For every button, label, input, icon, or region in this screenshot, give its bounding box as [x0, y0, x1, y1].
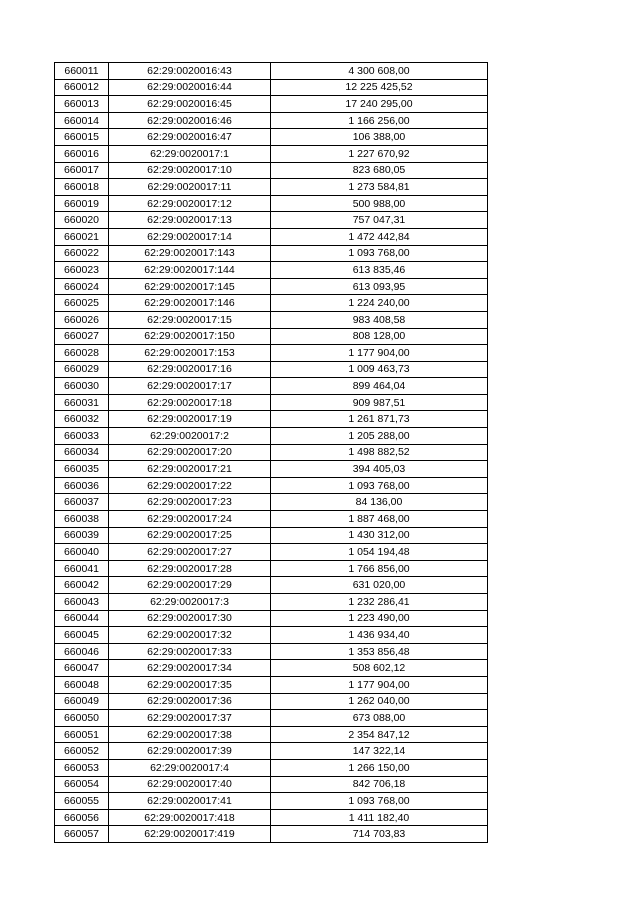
table-row	[55, 676, 488, 693]
row-number-cell: 660057	[55, 826, 109, 843]
cadastral-number-cell: 62:29:0020017:14	[109, 228, 271, 245]
cadastral-number-cell: 62:29:0020017:145	[109, 278, 271, 295]
table-row	[55, 660, 488, 677]
cadastral-value-cell: 1 498 882,52	[271, 444, 488, 461]
cadastral-value-table	[54, 62, 488, 843]
cadastral-number-cell: 62:29:0020017:25	[109, 527, 271, 544]
table-row	[55, 511, 488, 528]
table-row	[55, 594, 488, 611]
row-number-cell: 660035	[55, 461, 109, 478]
table-row	[55, 577, 488, 594]
row-number-cell: 660030	[55, 378, 109, 395]
table-row	[55, 278, 488, 295]
cadastral-value-cell: 1 224 240,00	[271, 295, 488, 312]
row-number-cell: 660020	[55, 212, 109, 229]
cadastral-value-cell: 1 054 194,48	[271, 544, 488, 561]
cadastral-number-cell: 62:29:0020017:34	[109, 660, 271, 677]
cadastral-value-cell: 1 430 312,00	[271, 527, 488, 544]
cadastral-value-cell: 4 300 608,00	[271, 63, 488, 80]
cadastral-value-cell: 714 703,83	[271, 826, 488, 843]
row-number-cell: 660056	[55, 809, 109, 826]
cadastral-value-cell: 1 232 286,41	[271, 594, 488, 611]
cadastral-number-cell: 62:29:0020016:43	[109, 63, 271, 80]
row-number-cell: 660025	[55, 295, 109, 312]
cadastral-value-cell: 1 009 463,73	[271, 361, 488, 378]
cadastral-value-cell: 1 093 768,00	[271, 477, 488, 494]
cadastral-number-cell: 62:29:0020017:38	[109, 726, 271, 743]
cadastral-value-cell: 1 177 904,00	[271, 345, 488, 362]
cadastral-number-cell: 62:29:0020017:35	[109, 676, 271, 693]
table-row	[55, 345, 488, 362]
row-number-cell: 660017	[55, 162, 109, 179]
cadastral-value-cell: 823 680,05	[271, 162, 488, 179]
cadastral-value-cell: 1 887 468,00	[271, 511, 488, 528]
row-number-cell: 660031	[55, 394, 109, 411]
row-number-cell: 660036	[55, 477, 109, 494]
row-number-cell: 660037	[55, 494, 109, 511]
cadastral-value-cell: 1 273 584,81	[271, 179, 488, 196]
row-number-cell: 660050	[55, 710, 109, 727]
table-row	[55, 112, 488, 129]
cadastral-number-cell: 62:29:0020017:21	[109, 461, 271, 478]
table-row	[55, 262, 488, 279]
cadastral-value-cell: 1 227 670,92	[271, 145, 488, 162]
cadastral-number-cell: 62:29:0020017:20	[109, 444, 271, 461]
cadastral-value-cell: 1 093 768,00	[271, 793, 488, 810]
table-row	[55, 129, 488, 146]
row-number-cell: 660033	[55, 428, 109, 445]
row-number-cell: 660012	[55, 79, 109, 96]
cadastral-value-cell: 842 706,18	[271, 776, 488, 793]
cadastral-number-cell: 62:29:0020017:418	[109, 809, 271, 826]
cadastral-number-cell: 62:29:0020017:41	[109, 793, 271, 810]
table-row	[55, 444, 488, 461]
cadastral-number-cell: 62:29:0020017:24	[109, 511, 271, 528]
cadastral-value-cell: 899 464,04	[271, 378, 488, 395]
cadastral-value-cell: 1 262 040,00	[271, 693, 488, 710]
row-number-cell: 660041	[55, 560, 109, 577]
cadastral-number-cell: 62:29:0020017:22	[109, 477, 271, 494]
cadastral-number-cell: 62:29:0020017:23	[109, 494, 271, 511]
cadastral-number-cell: 62:29:0020017:32	[109, 627, 271, 644]
cadastral-value-cell: 2 354 847,12	[271, 726, 488, 743]
table-row	[55, 627, 488, 644]
row-number-cell: 660026	[55, 311, 109, 328]
row-number-cell: 660053	[55, 759, 109, 776]
table-row	[55, 809, 488, 826]
cadastral-number-cell: 62:29:0020017:153	[109, 345, 271, 362]
table-row	[55, 79, 488, 96]
cadastral-number-cell: 62:29:0020017:11	[109, 179, 271, 196]
row-number-cell: 660046	[55, 643, 109, 660]
cadastral-value-cell: 1 353 856,48	[271, 643, 488, 660]
cadastral-number-cell: 62:29:0020017:27	[109, 544, 271, 561]
cadastral-value-cell: 1 166 256,00	[271, 112, 488, 129]
row-number-cell: 660022	[55, 245, 109, 262]
row-number-cell: 660014	[55, 112, 109, 129]
table-row	[55, 212, 488, 229]
cadastral-value-cell: 1 266 150,00	[271, 759, 488, 776]
cadastral-number-cell: 62:29:0020017:30	[109, 610, 271, 627]
row-number-cell: 660045	[55, 627, 109, 644]
cadastral-value-cell: 147 322,14	[271, 743, 488, 760]
cadastral-number-cell: 62:29:0020017:144	[109, 262, 271, 279]
row-number-cell: 660013	[55, 96, 109, 113]
cadastral-number-cell: 62:29:0020017:40	[109, 776, 271, 793]
cadastral-value-cell: 1 177 904,00	[271, 676, 488, 693]
row-number-cell: 660011	[55, 63, 109, 80]
row-number-cell: 660042	[55, 577, 109, 594]
cadastral-number-cell: 62:29:0020017:4	[109, 759, 271, 776]
cadastral-value-cell: 808 128,00	[271, 328, 488, 345]
table-row	[55, 295, 488, 312]
row-number-cell: 660052	[55, 743, 109, 760]
cadastral-number-cell: 62:29:0020017:2	[109, 428, 271, 445]
row-number-cell: 660044	[55, 610, 109, 627]
table-row	[55, 96, 488, 113]
table-row	[55, 477, 488, 494]
cadastral-number-cell: 62:29:0020016:45	[109, 96, 271, 113]
row-number-cell: 660048	[55, 676, 109, 693]
cadastral-number-cell: 62:29:0020016:46	[109, 112, 271, 129]
row-number-cell: 660040	[55, 544, 109, 561]
table-row	[55, 311, 488, 328]
cadastral-number-cell: 62:29:0020016:44	[109, 79, 271, 96]
table-row	[55, 693, 488, 710]
cadastral-number-cell: 62:29:0020017:3	[109, 594, 271, 611]
table-row	[55, 145, 488, 162]
cadastral-number-cell: 62:29:0020017:10	[109, 162, 271, 179]
row-number-cell: 660021	[55, 228, 109, 245]
cadastral-value-cell: 1 766 856,00	[271, 560, 488, 577]
cadastral-value-cell: 1 223 490,00	[271, 610, 488, 627]
table-row	[55, 726, 488, 743]
cadastral-value-cell: 84 136,00	[271, 494, 488, 511]
row-number-cell: 660018	[55, 179, 109, 196]
table-row	[55, 162, 488, 179]
cadastral-number-cell: 62:29:0020017:39	[109, 743, 271, 760]
table-row	[55, 793, 488, 810]
row-number-cell: 660034	[55, 444, 109, 461]
table-row	[55, 610, 488, 627]
cadastral-value-cell: 673 088,00	[271, 710, 488, 727]
table-row	[55, 428, 488, 445]
table-row	[55, 826, 488, 843]
row-number-cell: 660032	[55, 411, 109, 428]
cadastral-number-cell: 62:29:0020017:18	[109, 394, 271, 411]
cadastral-number-cell: 62:29:0020017:28	[109, 560, 271, 577]
cadastral-number-cell: 62:29:0020017:19	[109, 411, 271, 428]
cadastral-value-cell: 631 020,00	[271, 577, 488, 594]
cadastral-value-cell: 1 472 442,84	[271, 228, 488, 245]
row-number-cell: 660051	[55, 726, 109, 743]
cadastral-number-cell: 62:29:0020017:33	[109, 643, 271, 660]
table-row	[55, 544, 488, 561]
table-row	[55, 759, 488, 776]
cadastral-value-cell: 394 405,03	[271, 461, 488, 478]
table-row	[55, 378, 488, 395]
row-number-cell: 660023	[55, 262, 109, 279]
table-row	[55, 394, 488, 411]
cadastral-value-cell: 1 205 288,00	[271, 428, 488, 445]
cadastral-number-cell: 62:29:0020017:419	[109, 826, 271, 843]
table-row	[55, 361, 488, 378]
cadastral-number-cell: 62:29:0020017:36	[109, 693, 271, 710]
row-number-cell: 660028	[55, 345, 109, 362]
cadastral-value-cell: 1 261 871,73	[271, 411, 488, 428]
cadastral-value-cell: 508 602,12	[271, 660, 488, 677]
row-number-cell: 660047	[55, 660, 109, 677]
cadastral-value-cell: 1 411 182,40	[271, 809, 488, 826]
table-row	[55, 63, 488, 80]
row-number-cell: 660039	[55, 527, 109, 544]
cadastral-number-cell: 62:29:0020017:16	[109, 361, 271, 378]
row-number-cell: 660015	[55, 129, 109, 146]
table-row	[55, 461, 488, 478]
cadastral-value-cell: 613 835,46	[271, 262, 488, 279]
row-number-cell: 660019	[55, 195, 109, 212]
table-row	[55, 643, 488, 660]
row-number-cell: 660049	[55, 693, 109, 710]
table-row	[55, 743, 488, 760]
cadastral-value-cell: 613 093,95	[271, 278, 488, 295]
cadastral-number-cell: 62:29:0020017:15	[109, 311, 271, 328]
cadastral-number-cell: 62:29:0020016:47	[109, 129, 271, 146]
row-number-cell: 660038	[55, 511, 109, 528]
cadastral-number-cell: 62:29:0020017:143	[109, 245, 271, 262]
table-row	[55, 710, 488, 727]
cadastral-value-cell: 106 388,00	[271, 129, 488, 146]
cadastral-number-cell: 62:29:0020017:29	[109, 577, 271, 594]
table-row	[55, 527, 488, 544]
cadastral-value-cell: 17 240 295,00	[271, 96, 488, 113]
row-number-cell: 660029	[55, 361, 109, 378]
cadastral-number-cell: 62:29:0020017:37	[109, 710, 271, 727]
cadastral-value-cell: 757 047,31	[271, 212, 488, 229]
table-body	[55, 63, 488, 843]
cadastral-value-cell: 983 408,58	[271, 311, 488, 328]
row-number-cell: 660016	[55, 145, 109, 162]
row-number-cell: 660027	[55, 328, 109, 345]
row-number-cell: 660054	[55, 776, 109, 793]
table-row	[55, 411, 488, 428]
cadastral-number-cell: 62:29:0020017:1	[109, 145, 271, 162]
row-number-cell: 660024	[55, 278, 109, 295]
table-row	[55, 245, 488, 262]
cadastral-number-cell: 62:29:0020017:17	[109, 378, 271, 395]
table-row	[55, 494, 488, 511]
cadastral-number-cell: 62:29:0020017:146	[109, 295, 271, 312]
table-row	[55, 560, 488, 577]
cadastral-number-cell: 62:29:0020017:13	[109, 212, 271, 229]
cadastral-value-cell: 500 988,00	[271, 195, 488, 212]
row-number-cell: 660043	[55, 594, 109, 611]
table-row	[55, 179, 488, 196]
table-row	[55, 776, 488, 793]
cadastral-number-cell: 62:29:0020017:12	[109, 195, 271, 212]
cadastral-value-cell: 12 225 425,52	[271, 79, 488, 96]
row-number-cell: 660055	[55, 793, 109, 810]
cadastral-number-cell: 62:29:0020017:150	[109, 328, 271, 345]
table-row	[55, 328, 488, 345]
cadastral-value-cell: 909 987,51	[271, 394, 488, 411]
table-row	[55, 228, 488, 245]
table-row	[55, 195, 488, 212]
cadastral-value-cell: 1 093 768,00	[271, 245, 488, 262]
cadastral-value-cell: 1 436 934,40	[271, 627, 488, 644]
